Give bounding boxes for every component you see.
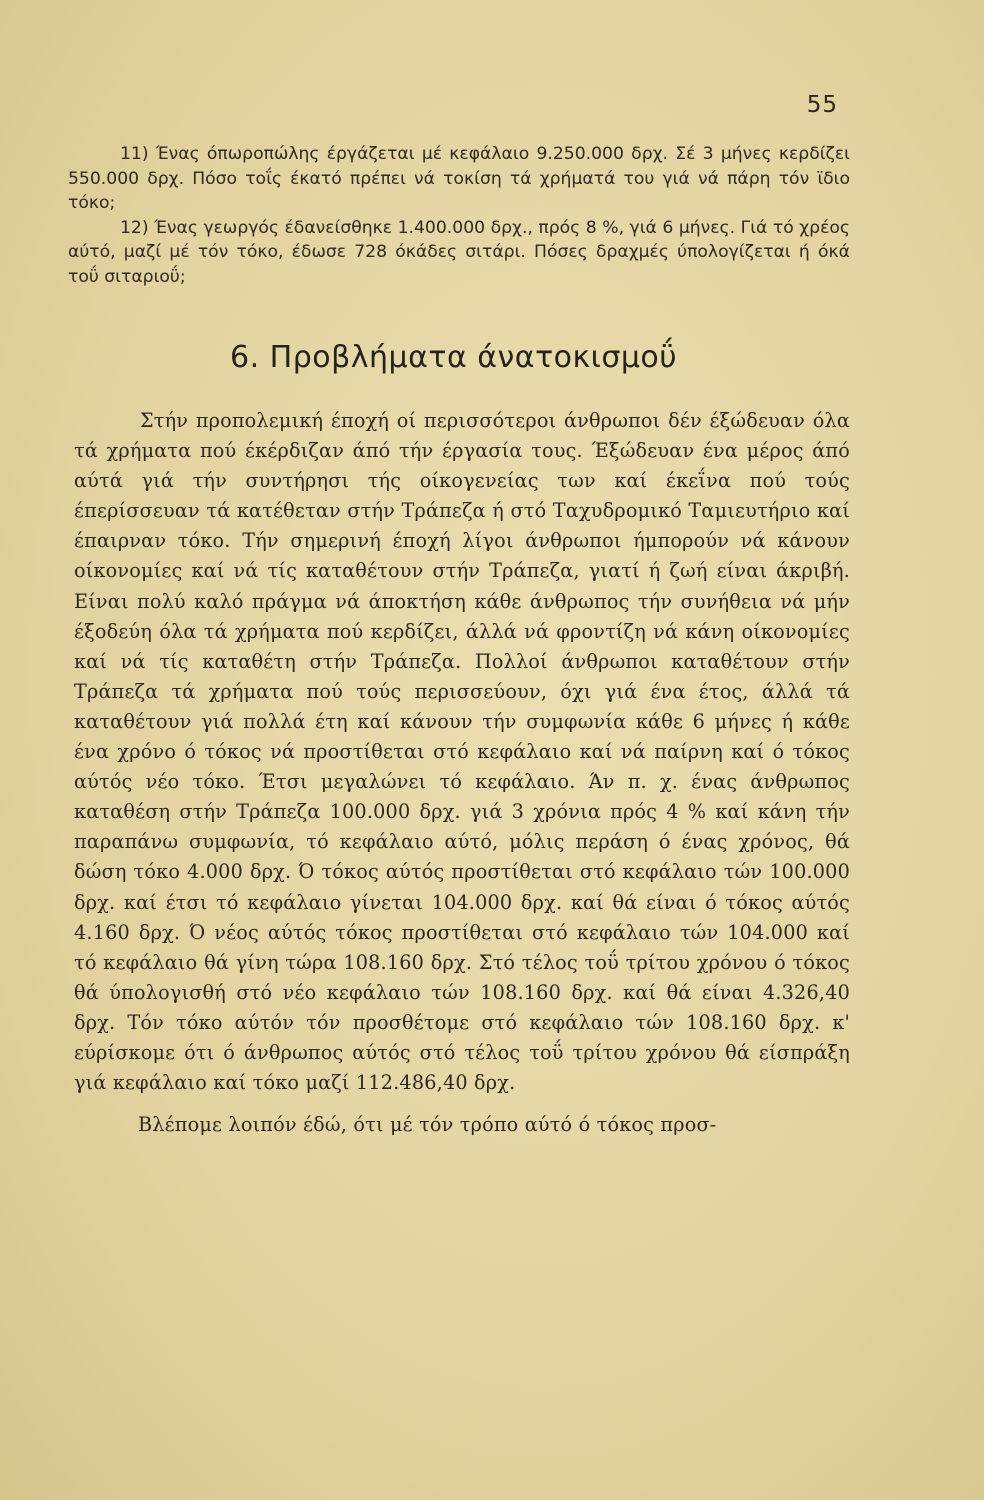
section-heading: 6. Προβλήματα άνατοκισμοΰ	[230, 340, 678, 375]
exercise-11: 11) Ένας όπωροπώλης έργάζεται μέ κεφάλαιο 9.250.000 δρχ. Σέ 3 μήνες κερδίζει 550.000 δρχ. Πόσο τοΐς έκατό πρέπει νά τοκίση τά χρήματά του γιά νά πάρη τόν ϊδιο τόκο;	[68, 144, 850, 214]
section-body	[74, 406, 850, 1140]
body-paragraph-2: Βλέπομε λοιπόν έδώ, ότι μέ τόν τρόπο αύτό ό τόκος προσ-	[138, 1113, 717, 1137]
exercise-list	[68, 142, 850, 290]
body-paragraph-1: Στήν προπολεμική έποχή οί περισσότεροι άνθρωποι δέν έξώδευαν όλα τά χρήματα πού έκέρδιζαν άπό τήν έργασία τους. Έξώδευαν ένα μέρος άπό αύτά γιά τήν συντήρησι τής οίκογενείας των καί έκεΐνα πού τούς έπερίσσευαν τά κατέθεταν στήν Τράπεζα ή στό Ταχυδρομικό Ταμιευτήριο καί έπαιρναν τόκο. Τήν σημερινή έποχή λίγοι άνθρωποι ήμπορούν νά κάνουν οίκονομίες καί νά τίς καταθέτουν στήν Τράπεζα, γιατί ή ζωή είναι άκριβή. Είναι πολύ καλό πράγμα νά άποκτήση κάθε άνθρωπος τήν συνήθεια νά μήν έξοδεύη όλα τά χρήματα πού κερδίζει, άλλά νά φροντίζη νά κάνη οίκονομίες καί νά τίς καταθέτη στήν Τράπεζα. Πολλοί άνθρωποι καταθέτουν στήν Τράπεζα τά χρήματα πού τούς περισσεύουν, όχι γιά ένα έτος, άλλά τά καταθέτουν γιά πολλά έτη καί κάνουν τήν συμφωνία κάθε 6 μήνες ή κάθε ένα χρόνο ό τόκος νά προστίθεται στό κεφάλαιο καί νά παίρνη καί ό τόκος αύτός νέο τόκο. Έτσι μεγαλώνει τό κεφάλαιο. Άν π. χ. ένας άνθρωπος καταθέση στήν Τράπεζα 100.000 δρχ. γιά 3 χρόνια πρός 4 % καί κάνη τήν παραπάνω συμφωνία, τό κεφάλαιο αύτό, μόλις περάση ό ένας χρόνος, θά δώση τόκο 4.000 δρχ. Ό τόκος αύτός προστίθεται στό κεφάλαιο τών 100.000 δρχ. καί έτσι τό κεφάλαιο γίνεται 104.000 δρχ. καί θά είναι ό τόκος αύτός 4.160 δρχ. Ό νέος αύτός τόκος προστίθεται στό κεφάλαιο τών 104.000 καί τό κεφάλαιο θά γίνη τώρα 108.160 δρχ. Στό τέλος τοΰ τρίτου χρόνου ό τόκος θά ύπολογισθή στό νέο κεφάλαιο τών 108.160 δρχ. καί θά είναι 4.326,40 δρχ. Τόν τόκο αύτόν τόν προσθέτομε στό κεφάλαιο τών 108.160 δρχ. κ' εύρίσκομε ότι ό άνθρωπος αύτός στό τέλος τοΰ τρίτου χρόνου θά είσπράξη γιά κεφάλαιο καί τόκο μαζί 112.486,40 δρχ.	[74, 409, 850, 1095]
exercise-12: 12) Ένας γεωργός έδανείσθηκε 1.400.000 δρχ., πρός 8 %, γιά 6 μήνες. Γιά τό χρέος αύτό, μαζί μέ τόν τόκο, έδωσε 728 όκάδες σιτάρι. Πόσες δραχμές ύπολογίζεται ή όκά τοΰ σιταριοΰ;	[68, 217, 850, 287]
page-number: 55	[806, 92, 838, 118]
